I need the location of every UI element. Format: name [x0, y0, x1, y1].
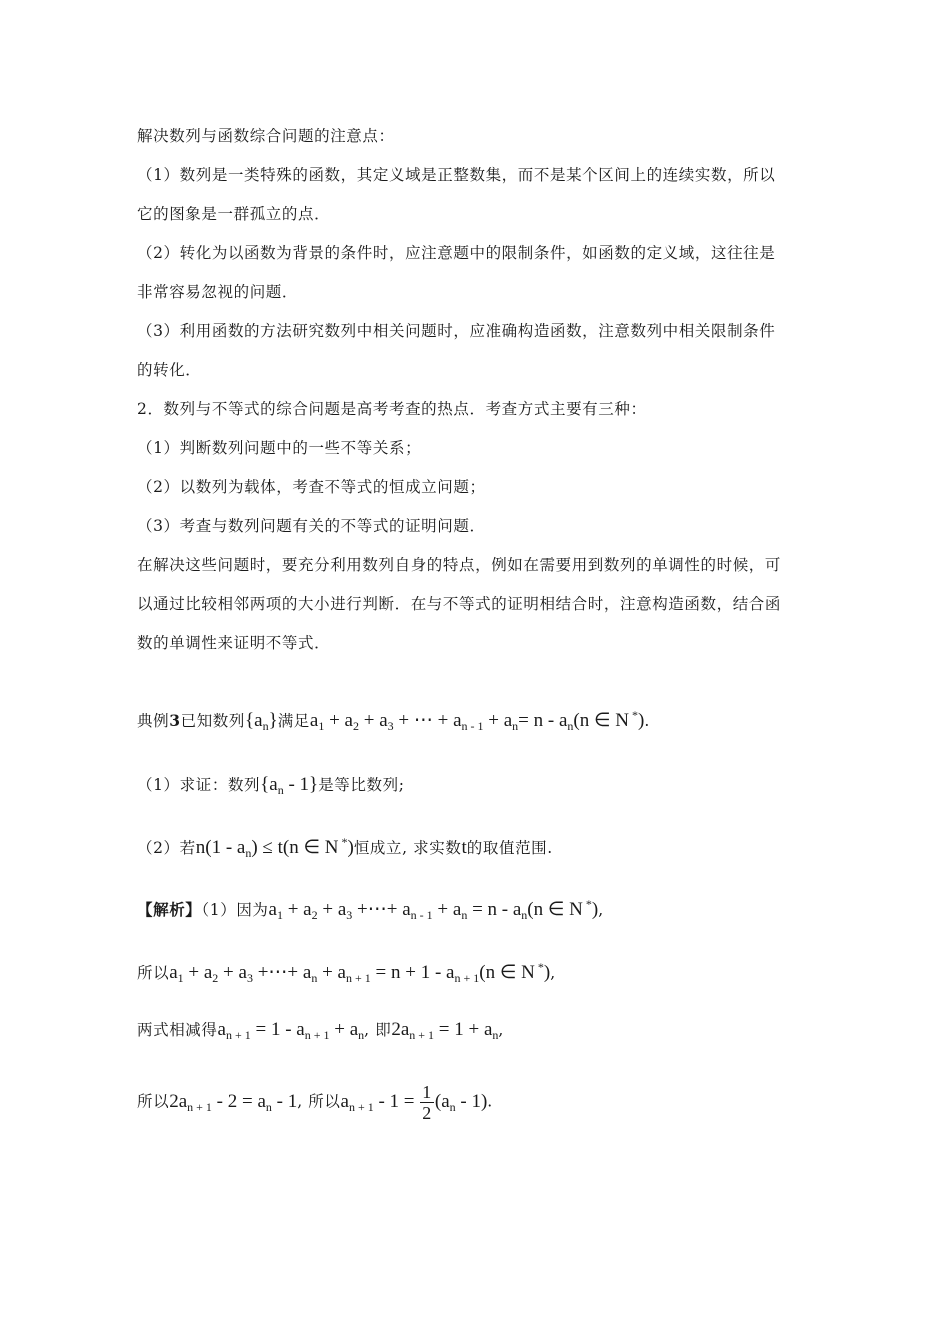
s3-mid: , 即 — [364, 1021, 392, 1039]
example-lead: 已知数列 — [180, 712, 245, 730]
point-2-heading: 2．数列与不等式的综合问题是高考考查的热点．考查方式主要有三种： — [137, 400, 647, 418]
question-2 — [137, 835, 553, 861]
note-1-line-2: 它的图象是一群孤立的点． — [137, 205, 331, 223]
solution-line-4: 所以$2a_{n + 1} - 2 = a_n - 1$, 所以$a_{n + 1} - 1$ = $\frac{1}{2}$ $(a_n - 1)$. — [137, 1082, 493, 1123]
method-3: （3）考查与数列问题有关的不等式的证明问题． — [137, 517, 486, 535]
q1-formula: $\{a_n - 1\}$ — [260, 774, 319, 797]
q2-prefix: （2）若 — [137, 839, 196, 857]
s2-formula: $a_1 + a_2 + a_3$ +⋯+ $a_n + a_{n + 1} = n + 1 - a_{n + 1}(n$ ∈ N *) — [169, 960, 551, 985]
example-statement: 典例3已知数列$\{a_n\}$满足$a_1 + a_2 + a_3$ + ⋯ + $a_{n - 1} + a_n= n - a_n(n$ ∈ N *). — [137, 708, 650, 733]
note-2-line-1: （2）转化为以函数为背景的条件时，应注意题中的限制条件，如函数的定义域，这往往是 — [137, 244, 776, 262]
solution-line-1: 【解析】（1）因为$a_1 + a_2 + a_3$ +⋯+ $a_{n - 1} + a_n = n - a_n(n$ ∈ N *), — [137, 897, 604, 922]
q1-suffix: 是等比数列; — [318, 776, 405, 794]
summary-line-3: 数的单调性来证明不等式． — [137, 634, 331, 652]
summary-line-1: 在解决这些问题时，要充分利用数列自身的特点，例如在需要用到数列的单调性的时候，可 — [137, 556, 782, 574]
notes-title: 解决数列与函数综合问题的注意点： — [137, 127, 395, 145]
s4-prefix: 所以 — [137, 1092, 170, 1111]
solution-label: 【解析】 — [137, 900, 202, 919]
note-3-line-1: （3）利用函数的方法研究数列中相关问题时，应准确构造函数，注意数列中相关限制条件 — [137, 322, 776, 340]
example-label: 典例 — [137, 712, 170, 730]
sequence-formula: $\{a_n\}$ — [245, 710, 278, 733]
s4-formula-b: $a_{n + 1} - 1$ = — [340, 1090, 420, 1114]
s4-mid: , 所以 — [297, 1092, 341, 1111]
solution-line-3: 两式相减得$a_{n + 1} = 1 - a_{n + 1} + a_n$, 即$2a_{n + 1} = 1 + a_n$, — [137, 1019, 504, 1042]
s3-formula-a: $a_{n + 1} = 1 - a_{n + 1} + a_n$ — [217, 1019, 365, 1042]
s3-prefix: 两式相减得 — [137, 1021, 218, 1039]
solution-line-2: 所以$a_1 + a_2 + a_3$ +⋯+ $a_n + a_{n + 1} = n + 1 - a_{n + 1}(n$ ∈ N *), — [137, 960, 556, 985]
s4-formula-a: $2a_{n + 1} - 2 = a_n - 1$ — [169, 1090, 298, 1114]
example-satisfies: 满足 — [277, 712, 310, 730]
q2-mid: 恒成立, 求实数 — [353, 839, 462, 857]
condition-formula: $a_1 + a_2 + a_3$ + ⋯ + $a_{n - 1} + a_n= n - a_n(n$ ∈ N *) — [309, 708, 645, 733]
summary-line-2: 以通过比较相邻两项的大小进行判断．在与不等式的证明相结合时，注意构造函数，结合函 — [137, 595, 782, 613]
method-1: （1）判断数列问题中的一些不等关系； — [137, 439, 422, 457]
q2-formula: $n(1 - a_n) \le t(n$ ∈ N *) — [195, 835, 354, 860]
q2-suffix: 的取值范围. — [466, 839, 553, 857]
one-half-fraction: $\frac{1}{2}$ — [422, 1082, 432, 1123]
s4-formula-c: $(a_n - 1)$ — [434, 1090, 488, 1114]
note-2-line-2: 非常容易忽视的问题． — [137, 283, 299, 301]
method-2: （2）以数列为载体，考查不等式的恒成立问题； — [137, 478, 486, 496]
s1-formula: $a_1 + a_2 + a_3$ +⋯+ $a_{n - 1} + a_n = n - a_n(n$ ∈ N *) — [268, 897, 599, 922]
note-1-line-1: （1）数列是一类特殊的函数，其定义域是正整数集，而不是某个区间上的连续实数，所以 — [137, 166, 776, 184]
s3-formula-b: $2a_{n + 1} = 1 + a_n$ — [391, 1019, 499, 1042]
question-1 — [137, 773, 405, 798]
example-number: 3 — [169, 711, 181, 730]
s1-prefix: （1）因为 — [201, 901, 269, 919]
s2-prefix: 所以 — [137, 964, 170, 982]
q1-prefix: （1）求证：数列 — [137, 776, 261, 794]
q2-variable: t — [461, 837, 467, 858]
note-3-line-2: 的转化． — [137, 361, 202, 379]
